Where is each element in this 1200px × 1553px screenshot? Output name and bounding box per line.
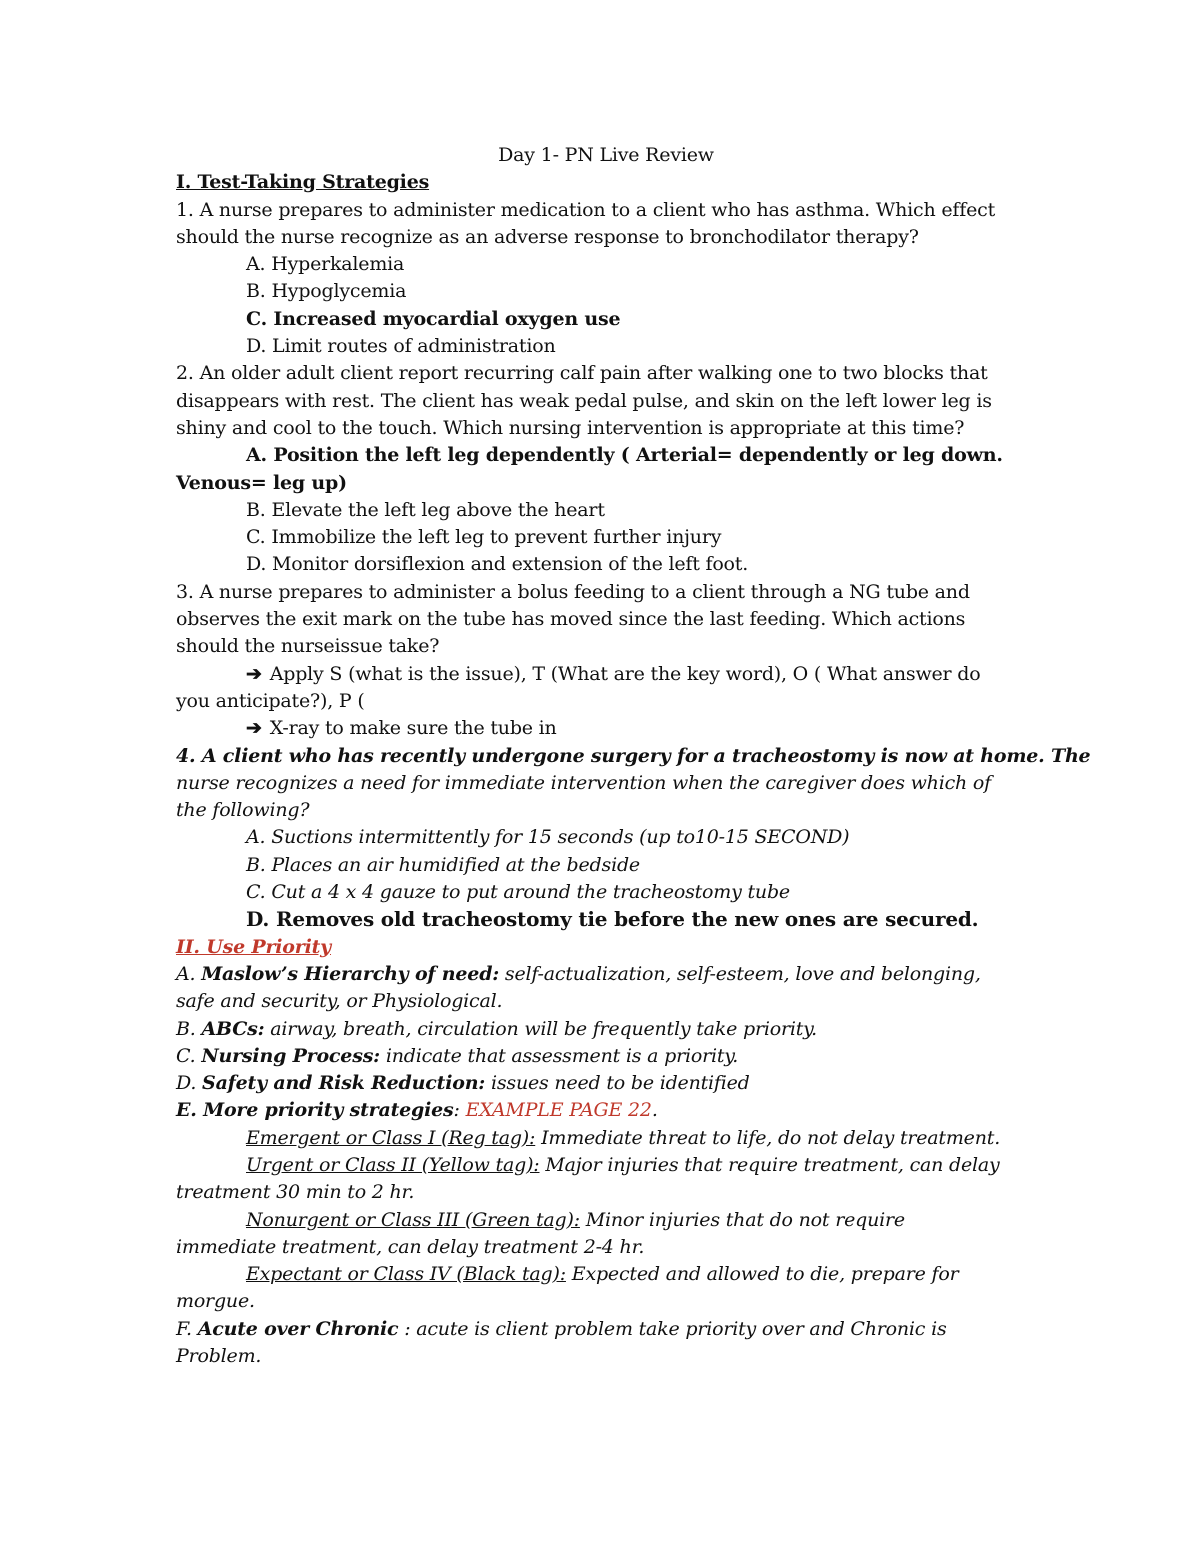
triage-urgent — [176, 1152, 1036, 1179]
priority-e-term: More priority strategies — [203, 1099, 454, 1122]
triage-expectant-cont: morgue. — [176, 1290, 255, 1313]
priority-f-text: : acute is client problem take priority over and Chronic is — [398, 1317, 947, 1340]
triage-expectant-text: Expected and allowed to die, prepare for — [565, 1263, 959, 1286]
q3-note-1-text: Apply S (what is the issue), T (What are the key word), O ( What answer do — [269, 662, 981, 685]
q4-option-d-answer: D. Removes old tracheostomy tie before the new ones are secured. — [246, 907, 979, 932]
priority-b — [176, 1016, 1036, 1043]
q2-answer-line-2: Venous= leg up) — [176, 471, 347, 494]
priority-c-label: C. — [176, 1044, 202, 1067]
priority-c-text: indicate that assessment is a priority. — [380, 1044, 739, 1067]
q3-note-2 — [176, 715, 1036, 742]
triage-emergent-tag: Emergent or Class I (Reg tag): — [246, 1126, 536, 1149]
q2-option-c: C. Immobilize the left leg to prevent further injury — [246, 526, 722, 549]
q1-option-d: D. Limit routes of administration — [246, 335, 556, 358]
q1-option-b: B. Hypoglycemia — [246, 280, 407, 303]
priority-e-colon: : — [453, 1099, 466, 1122]
triage-expectant-tag: Expectant or Class IV (Black tag): — [246, 1263, 566, 1286]
priority-b-text: airway, breath, circulation will be frequently take priority. — [264, 1017, 818, 1040]
priority-d — [176, 1070, 1036, 1097]
q3-note-2-text: X-ray to make sure the tube in — [269, 717, 557, 740]
q2-line-3: shiny and cool to the touch. Which nursing intervention is appropriate at this time? — [176, 416, 965, 439]
q1-option-c-answer: C. Increased myocardial oxygen use — [246, 307, 621, 330]
priority-f-label: F. — [176, 1317, 198, 1340]
priority-d-term: Safety and Risk Reduction: — [202, 1072, 486, 1095]
q4-line-2: nurse recognizes a need for immediate intervention when the caregiver does which of — [176, 771, 991, 794]
triage-urgent-tag: Urgent or Class II (Yellow tag): — [246, 1153, 540, 1176]
q2-answer-line-1: A. Position the left leg dependently ( Arterial= dependently or leg down. — [246, 444, 1003, 467]
q2-option-b: B. Elevate the left leg above the heart — [246, 498, 605, 521]
q3-note-1 — [176, 661, 1036, 688]
q4-line-1-text: 4. A client who has recently undergone surgery for a tracheostomy is now at home. The — [176, 744, 1091, 767]
q3-line-3: should the nurseissue take? — [176, 635, 440, 658]
priority-a — [176, 961, 1036, 988]
q4-line-1 — [176, 743, 1091, 770]
section-2-heading: II. Use Priority — [176, 935, 332, 958]
triage-urgent-cont: treatment 30 min to 2 hr. — [176, 1181, 415, 1204]
right-arrow-icon: ➔ — [246, 717, 262, 740]
q4-line-3: the following? — [176, 799, 310, 822]
q2-option-d: D. Monitor dorsiflexion and extension of the left foot. — [246, 553, 749, 576]
q3-line-1: 3. A nurse prepares to administer a bolus feeding to a client through a NG tube and — [176, 580, 970, 603]
priority-a-cont: safe and security, or Physiological. — [176, 990, 503, 1013]
triage-emergent-text: Immediate threat to life, do not delay treatment. — [535, 1126, 1001, 1149]
priority-e-period: . — [651, 1099, 658, 1122]
q4-option-c: C. Cut a 4 x 4 gauze to put around the tracheostomy tube — [246, 881, 790, 904]
section-1-heading: I. Test-Taking Strategies — [176, 171, 430, 194]
priority-f-term: Acute over Chronic — [197, 1317, 399, 1340]
triage-expectant — [176, 1261, 1036, 1288]
priority-f — [176, 1316, 1036, 1343]
triage-emergent — [176, 1125, 1036, 1152]
triage-nonurgent-tag: Nonurgent or Class III (Green tag): — [246, 1208, 580, 1231]
document-page — [176, 142, 1091, 1370]
priority-f-cont: Problem. — [176, 1345, 262, 1368]
triage-nonurgent-text: Minor injuries that do not require — [579, 1208, 905, 1231]
q3-note-1-cont: you anticipate?), P ( — [176, 689, 365, 712]
triage-nonurgent — [176, 1207, 1036, 1234]
priority-a-text: self-actualization, self-esteem, love and belonging, — [499, 962, 981, 985]
priority-d-label: D. — [176, 1072, 203, 1095]
q3-line-2: observes the exit mark on the tube has moved since the last feeding. Which actions — [176, 608, 966, 631]
priority-d-text: issues need to be identified — [485, 1072, 750, 1095]
priority-e-label: E. — [176, 1099, 204, 1122]
priority-a-term: Maslow’s Hierarchy of need: — [201, 962, 500, 985]
q4-option-b: B. Places an air humidified at the bedside — [246, 853, 640, 876]
q2-line-2: disappears with rest. The client has weak pedal pulse, and skin on the left lower leg is — [176, 389, 992, 412]
right-arrow-icon: ➔ — [246, 662, 262, 685]
q2-line-1: 2. An older adult client report recurring calf pain after walking one to two blocks that — [176, 362, 988, 385]
priority-e-example: EXAMPLE PAGE 22 — [465, 1099, 652, 1122]
triage-urgent-text: Major injuries that require treatment, can delay — [539, 1153, 1000, 1176]
q1-option-a: A. Hyperkalemia — [246, 253, 405, 276]
triage-nonurgent-cont: immediate treatment, can delay treatment 2-4 hr. — [176, 1235, 645, 1258]
priority-c — [176, 1043, 1036, 1070]
q4-option-a: A. Suctions intermittently for 15 seconds (up to10-15 SECOND) — [246, 826, 850, 849]
priority-c-term: Nursing Process: — [201, 1044, 380, 1067]
priority-b-term: ABCs: — [201, 1017, 265, 1040]
page-title: Day 1- PN Live Review — [498, 144, 714, 166]
priority-b-label: B. — [176, 1017, 202, 1040]
q1-line-2: should the nurse recognize as an adverse response to bronchodilator therapy? — [176, 225, 919, 248]
q1-line-1: 1. A nurse prepares to administer medication to a client who has asthma. Which effect — [176, 198, 996, 221]
priority-e — [176, 1097, 1036, 1124]
priority-a-label: A. — [176, 962, 202, 985]
